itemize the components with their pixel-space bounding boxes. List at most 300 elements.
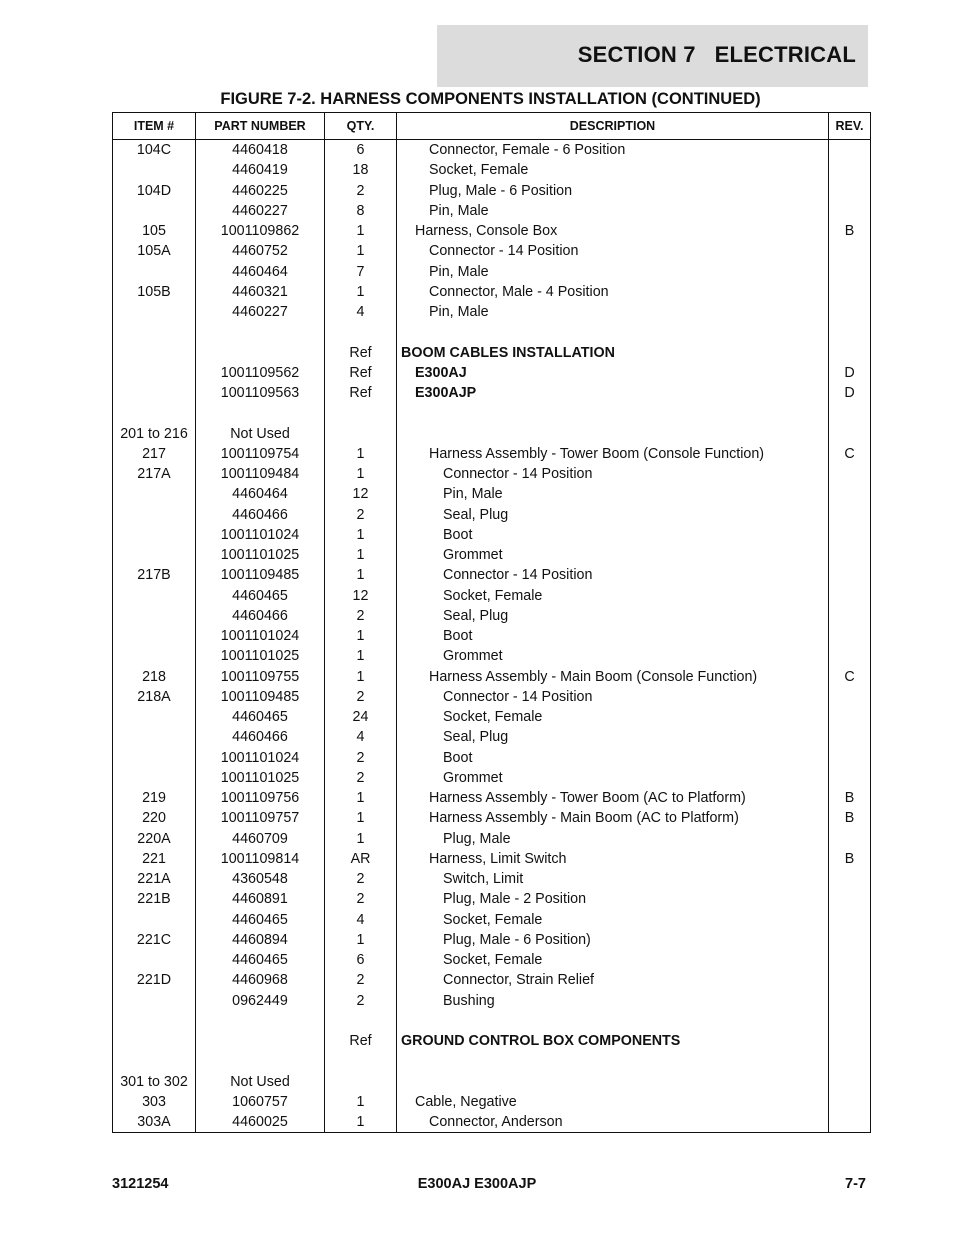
cell-description: Connector, Strain Relief	[397, 970, 829, 990]
table-row	[113, 525, 871, 545]
cell-description	[397, 1051, 829, 1071]
cell-description: Socket, Female	[397, 586, 829, 606]
cell-part-number: 1001109484	[196, 464, 325, 484]
table-row	[113, 626, 871, 646]
cell-item	[113, 343, 196, 363]
cell-qty: 2	[325, 748, 397, 768]
cell-part-number: 4460465	[196, 707, 325, 727]
cell-item: 217A	[113, 464, 196, 484]
table-row	[113, 282, 871, 302]
cell-qty: 1	[325, 788, 397, 808]
cell-rev	[829, 1031, 871, 1051]
table-row	[113, 910, 871, 930]
cell-rev	[829, 302, 871, 322]
table-row	[113, 403, 871, 423]
cell-item	[113, 322, 196, 342]
cell-description: Harness, Console Box	[397, 221, 829, 241]
cell-qty: 1	[325, 525, 397, 545]
cell-part-number: 4460225	[196, 181, 325, 201]
cell-part-number: 1001101025	[196, 646, 325, 666]
cell-description: Grommet	[397, 545, 829, 565]
cell-description	[397, 403, 829, 423]
cell-item: 104D	[113, 181, 196, 201]
cell-item	[113, 383, 196, 403]
cell-part-number: 4460466	[196, 727, 325, 747]
cell-rev: D	[829, 363, 871, 383]
cell-qty: 12	[325, 484, 397, 504]
column-header-description: DESCRIPTION	[397, 113, 829, 140]
cell-qty: Ref	[325, 1031, 397, 1051]
cell-qty	[325, 403, 397, 423]
cell-description: Seal, Plug	[397, 606, 829, 626]
cell-description: Bushing	[397, 991, 829, 1011]
cell-part-number: 1001109755	[196, 667, 325, 687]
cell-item: 303A	[113, 1112, 196, 1133]
table-row	[113, 727, 871, 747]
cell-qty: 1	[325, 221, 397, 241]
cell-qty: 1	[325, 565, 397, 585]
cell-item	[113, 1051, 196, 1071]
cell-description: Boot	[397, 748, 829, 768]
cell-part-number: 4460464	[196, 262, 325, 282]
cell-item	[113, 626, 196, 646]
table-row	[113, 788, 871, 808]
cell-item	[113, 606, 196, 626]
parts-table	[112, 112, 871, 1133]
cell-description: Harness Assembly - Main Boom (Console Function)	[397, 667, 829, 687]
cell-qty: Ref	[325, 343, 397, 363]
cell-part-number: 1001101025	[196, 768, 325, 788]
cell-description: Connector - 14 Position	[397, 464, 829, 484]
cell-description: Plug, Male - 6 Position)	[397, 930, 829, 950]
section-title: SECTION 7 ELECTRICAL	[577, 42, 856, 67]
footer-doc-number: 3121254	[112, 1176, 169, 1192]
cell-description: Boot	[397, 626, 829, 646]
cell-item	[113, 403, 196, 423]
cell-part-number: 0962449	[196, 991, 325, 1011]
cell-item: 105B	[113, 282, 196, 302]
cell-item: 221A	[113, 869, 196, 889]
cell-part-number: 4460419	[196, 160, 325, 180]
cell-description: Harness Assembly - Tower Boom (AC to Platform)	[397, 788, 829, 808]
cell-qty: 7	[325, 262, 397, 282]
cell-qty	[325, 1072, 397, 1092]
cell-description: E300AJP	[397, 383, 829, 403]
cell-item	[113, 545, 196, 565]
cell-part-number: 1001109756	[196, 788, 325, 808]
table-row	[113, 991, 871, 1011]
table-row	[113, 1092, 871, 1112]
table-row	[113, 363, 871, 383]
cell-part-number	[196, 403, 325, 423]
cell-qty	[325, 1051, 397, 1071]
cell-qty: Ref	[325, 363, 397, 383]
cell-item	[113, 525, 196, 545]
footer-model: E300AJ E300AJP	[417, 1176, 537, 1192]
cell-qty: 2	[325, 606, 397, 626]
cell-item: 220	[113, 808, 196, 828]
cell-qty: 2	[325, 505, 397, 525]
cell-description: Seal, Plug	[397, 505, 829, 525]
cell-item: 201 to 216	[113, 424, 196, 444]
cell-rev	[829, 484, 871, 504]
cell-description: Boot	[397, 525, 829, 545]
cell-rev	[829, 322, 871, 342]
cell-part-number: 1001109485	[196, 565, 325, 585]
cell-part-number: 4460465	[196, 910, 325, 930]
table-row	[113, 1031, 871, 1051]
cell-rev	[829, 950, 871, 970]
cell-rev	[829, 403, 871, 423]
cell-item: 104C	[113, 140, 196, 161]
table-row	[113, 1112, 871, 1133]
cell-qty: 1	[325, 282, 397, 302]
cell-qty: 4	[325, 727, 397, 747]
cell-rev: B	[829, 221, 871, 241]
table-row	[113, 889, 871, 909]
cell-qty: 2	[325, 991, 397, 1011]
table-row	[113, 707, 871, 727]
cell-qty: AR	[325, 849, 397, 869]
cell-part-number: 4460894	[196, 930, 325, 950]
cell-item	[113, 586, 196, 606]
table-row	[113, 464, 871, 484]
cell-part-number: 4460465	[196, 586, 325, 606]
cell-description: Connector - 14 Position	[397, 241, 829, 261]
cell-part-number: 1001109563	[196, 383, 325, 403]
cell-description: Seal, Plug	[397, 727, 829, 747]
cell-description: Plug, Male - 2 Position	[397, 889, 829, 909]
cell-qty: 4	[325, 910, 397, 930]
cell-item	[113, 1011, 196, 1031]
cell-rev	[829, 1072, 871, 1092]
table-row	[113, 383, 871, 403]
cell-description: Plug, Male - 6 Position	[397, 181, 829, 201]
cell-description: Harness Assembly - Tower Boom (Console Function)	[397, 444, 829, 464]
cell-item	[113, 302, 196, 322]
table-row	[113, 160, 871, 180]
table-row	[113, 1011, 871, 1031]
cell-item	[113, 505, 196, 525]
table-row	[113, 1072, 871, 1092]
cell-description: Switch, Limit	[397, 869, 829, 889]
cell-description: Pin, Male	[397, 302, 829, 322]
cell-part-number: 4460464	[196, 484, 325, 504]
table-row	[113, 505, 871, 525]
cell-rev	[829, 181, 871, 201]
cell-part-number: 4460752	[196, 241, 325, 261]
cell-description: Connector - 14 Position	[397, 687, 829, 707]
table-row	[113, 484, 871, 504]
cell-qty	[325, 1011, 397, 1031]
cell-description	[397, 424, 829, 444]
cell-rev	[829, 1112, 871, 1133]
table-row	[113, 201, 871, 221]
cell-part-number	[196, 343, 325, 363]
cell-description: GROUND CONTROL BOX COMPONENTS	[397, 1031, 829, 1051]
cell-rev	[829, 505, 871, 525]
cell-part-number: 4460709	[196, 829, 325, 849]
cell-qty: 2	[325, 768, 397, 788]
cell-part-number: 4460025	[196, 1112, 325, 1133]
cell-item	[113, 1031, 196, 1051]
cell-qty: 1	[325, 464, 397, 484]
cell-qty: 4	[325, 302, 397, 322]
cell-item	[113, 910, 196, 930]
cell-qty: 2	[325, 869, 397, 889]
cell-rev	[829, 140, 871, 161]
cell-rev	[829, 707, 871, 727]
cell-rev	[829, 525, 871, 545]
table-row	[113, 545, 871, 565]
cell-rev: D	[829, 383, 871, 403]
cell-part-number: 1001109485	[196, 687, 325, 707]
cell-description: Socket, Female	[397, 160, 829, 180]
table-row	[113, 586, 871, 606]
table-row	[113, 869, 871, 889]
cell-item: 217B	[113, 565, 196, 585]
cell-item	[113, 363, 196, 383]
cell-part-number: 1001101025	[196, 545, 325, 565]
table-row	[113, 646, 871, 666]
cell-qty: 2	[325, 889, 397, 909]
cell-qty: 1	[325, 626, 397, 646]
cell-part-number	[196, 322, 325, 342]
cell-rev	[829, 889, 871, 909]
cell-rev: B	[829, 808, 871, 828]
cell-part-number: 4460466	[196, 505, 325, 525]
table-row	[113, 565, 871, 585]
cell-rev	[829, 910, 871, 930]
cell-item	[113, 950, 196, 970]
cell-item	[113, 768, 196, 788]
cell-part-number: 4460418	[196, 140, 325, 161]
cell-description: Socket, Female	[397, 910, 829, 930]
cell-description	[397, 1072, 829, 1092]
cell-description: Plug, Male	[397, 829, 829, 849]
cell-rev: C	[829, 444, 871, 464]
cell-qty: 6	[325, 140, 397, 161]
cell-description: Socket, Female	[397, 707, 829, 727]
cell-part-number	[196, 1031, 325, 1051]
cell-qty: 8	[325, 201, 397, 221]
parts-table-body	[113, 140, 871, 1133]
cell-qty	[325, 322, 397, 342]
cell-rev	[829, 464, 871, 484]
table-row	[113, 667, 871, 687]
cell-rev	[829, 930, 871, 950]
cell-qty: 1	[325, 1112, 397, 1133]
cell-rev	[829, 160, 871, 180]
cell-qty: 2	[325, 970, 397, 990]
cell-part-number: 1001109562	[196, 363, 325, 383]
cell-part-number: 1001109862	[196, 221, 325, 241]
cell-qty: 1	[325, 1092, 397, 1112]
table-row	[113, 687, 871, 707]
cell-part-number: 1001101024	[196, 525, 325, 545]
cell-item	[113, 727, 196, 747]
cell-qty	[325, 424, 397, 444]
table-row	[113, 302, 871, 322]
column-header-part-number: PART NUMBER	[196, 113, 325, 140]
cell-description: E300AJ	[397, 363, 829, 383]
cell-rev	[829, 545, 871, 565]
section-header-band	[437, 25, 868, 87]
cell-description: Harness Assembly - Main Boom (AC to Platform)	[397, 808, 829, 828]
cell-rev	[829, 1011, 871, 1031]
cell-item	[113, 262, 196, 282]
cell-part-number: 4460321	[196, 282, 325, 302]
table-row	[113, 606, 871, 626]
cell-item: 221C	[113, 930, 196, 950]
cell-description: BOOM CABLES INSTALLATION	[397, 343, 829, 363]
cell-part-number: 1001109754	[196, 444, 325, 464]
cell-rev: C	[829, 667, 871, 687]
cell-part-number: 4460227	[196, 302, 325, 322]
cell-description: Grommet	[397, 768, 829, 788]
table-row	[113, 140, 871, 161]
cell-item: 221B	[113, 889, 196, 909]
cell-part-number: 1001109814	[196, 849, 325, 869]
cell-rev	[829, 768, 871, 788]
cell-rev	[829, 727, 871, 747]
cell-item: 221D	[113, 970, 196, 990]
table-row	[113, 808, 871, 828]
cell-item	[113, 707, 196, 727]
footer-page-number: 7-7	[845, 1176, 866, 1192]
cell-item: 303	[113, 1092, 196, 1112]
cell-qty: 1	[325, 930, 397, 950]
cell-part-number: 1001101024	[196, 748, 325, 768]
cell-description: Connector, Female - 6 Position	[397, 140, 829, 161]
cell-qty: 1	[325, 829, 397, 849]
cell-part-number: 4460891	[196, 889, 325, 909]
cell-qty: 1	[325, 808, 397, 828]
cell-description	[397, 322, 829, 342]
table-row	[113, 849, 871, 869]
cell-rev	[829, 282, 871, 302]
table-row	[113, 444, 871, 464]
cell-rev	[829, 201, 871, 221]
cell-description	[397, 1011, 829, 1031]
cell-item	[113, 646, 196, 666]
cell-part-number: 4460466	[196, 606, 325, 626]
table-header-row	[113, 113, 871, 140]
cell-description: Pin, Male	[397, 201, 829, 221]
cell-description: Pin, Male	[397, 484, 829, 504]
cell-rev	[829, 970, 871, 990]
cell-part-number: 4360548	[196, 869, 325, 889]
cell-item	[113, 201, 196, 221]
cell-rev	[829, 646, 871, 666]
table-row	[113, 748, 871, 768]
cell-description: Connector, Anderson	[397, 1112, 829, 1133]
table-row	[113, 1051, 871, 1071]
cell-item	[113, 484, 196, 504]
cell-rev	[829, 565, 871, 585]
column-header-qty: QTY.	[325, 113, 397, 140]
cell-rev	[829, 424, 871, 444]
table-row	[113, 322, 871, 342]
table-row	[113, 930, 871, 950]
table-row	[113, 950, 871, 970]
cell-rev	[829, 1092, 871, 1112]
cell-rev	[829, 241, 871, 261]
cell-description: Socket, Female	[397, 950, 829, 970]
cell-item: 218	[113, 667, 196, 687]
table-row	[113, 221, 871, 241]
cell-description: Pin, Male	[397, 262, 829, 282]
cell-part-number: 1060757	[196, 1092, 325, 1112]
cell-rev	[829, 262, 871, 282]
cell-part-number	[196, 1011, 325, 1031]
cell-rev	[829, 829, 871, 849]
cell-description: Cable, Negative	[397, 1092, 829, 1112]
cell-qty: 18	[325, 160, 397, 180]
cell-qty: 1	[325, 667, 397, 687]
table-row	[113, 768, 871, 788]
cell-qty: 6	[325, 950, 397, 970]
cell-rev	[829, 626, 871, 646]
cell-qty: 1	[325, 241, 397, 261]
column-header-rev: REV.	[829, 113, 871, 140]
cell-qty: 1	[325, 444, 397, 464]
cell-rev	[829, 748, 871, 768]
cell-item: 105	[113, 221, 196, 241]
table-row	[113, 262, 871, 282]
cell-rev	[829, 1051, 871, 1071]
cell-rev	[829, 869, 871, 889]
cell-rev	[829, 586, 871, 606]
cell-item: 220A	[113, 829, 196, 849]
table-row	[113, 970, 871, 990]
table-row	[113, 829, 871, 849]
cell-qty: 24	[325, 707, 397, 727]
cell-item	[113, 160, 196, 180]
cell-part-number: 4460968	[196, 970, 325, 990]
cell-qty: Ref	[325, 383, 397, 403]
cell-rev	[829, 343, 871, 363]
cell-item	[113, 748, 196, 768]
cell-rev	[829, 687, 871, 707]
column-header-item: ITEM #	[113, 113, 196, 140]
cell-qty: 2	[325, 687, 397, 707]
cell-item: 301 to 302	[113, 1072, 196, 1092]
table-row	[113, 343, 871, 363]
cell-item: 105A	[113, 241, 196, 261]
figure-title: FIGURE 7-2. HARNESS COMPONENTS INSTALLATION (CONTINUED)	[220, 90, 761, 108]
cell-description: Grommet	[397, 646, 829, 666]
cell-item: 218A	[113, 687, 196, 707]
cell-part-number	[196, 1051, 325, 1071]
cell-part-number: Not Used	[196, 1072, 325, 1092]
cell-part-number: 1001109757	[196, 808, 325, 828]
cell-part-number: 4460465	[196, 950, 325, 970]
cell-part-number: Not Used	[196, 424, 325, 444]
table-row	[113, 241, 871, 261]
cell-rev: B	[829, 849, 871, 869]
cell-qty: 2	[325, 181, 397, 201]
cell-rev	[829, 606, 871, 626]
cell-part-number: 1001101024	[196, 626, 325, 646]
cell-qty: 1	[325, 646, 397, 666]
cell-description: Connector, Male - 4 Position	[397, 282, 829, 302]
cell-item: 221	[113, 849, 196, 869]
table-row	[113, 181, 871, 201]
cell-rev	[829, 991, 871, 1011]
cell-item: 217	[113, 444, 196, 464]
cell-item	[113, 991, 196, 1011]
